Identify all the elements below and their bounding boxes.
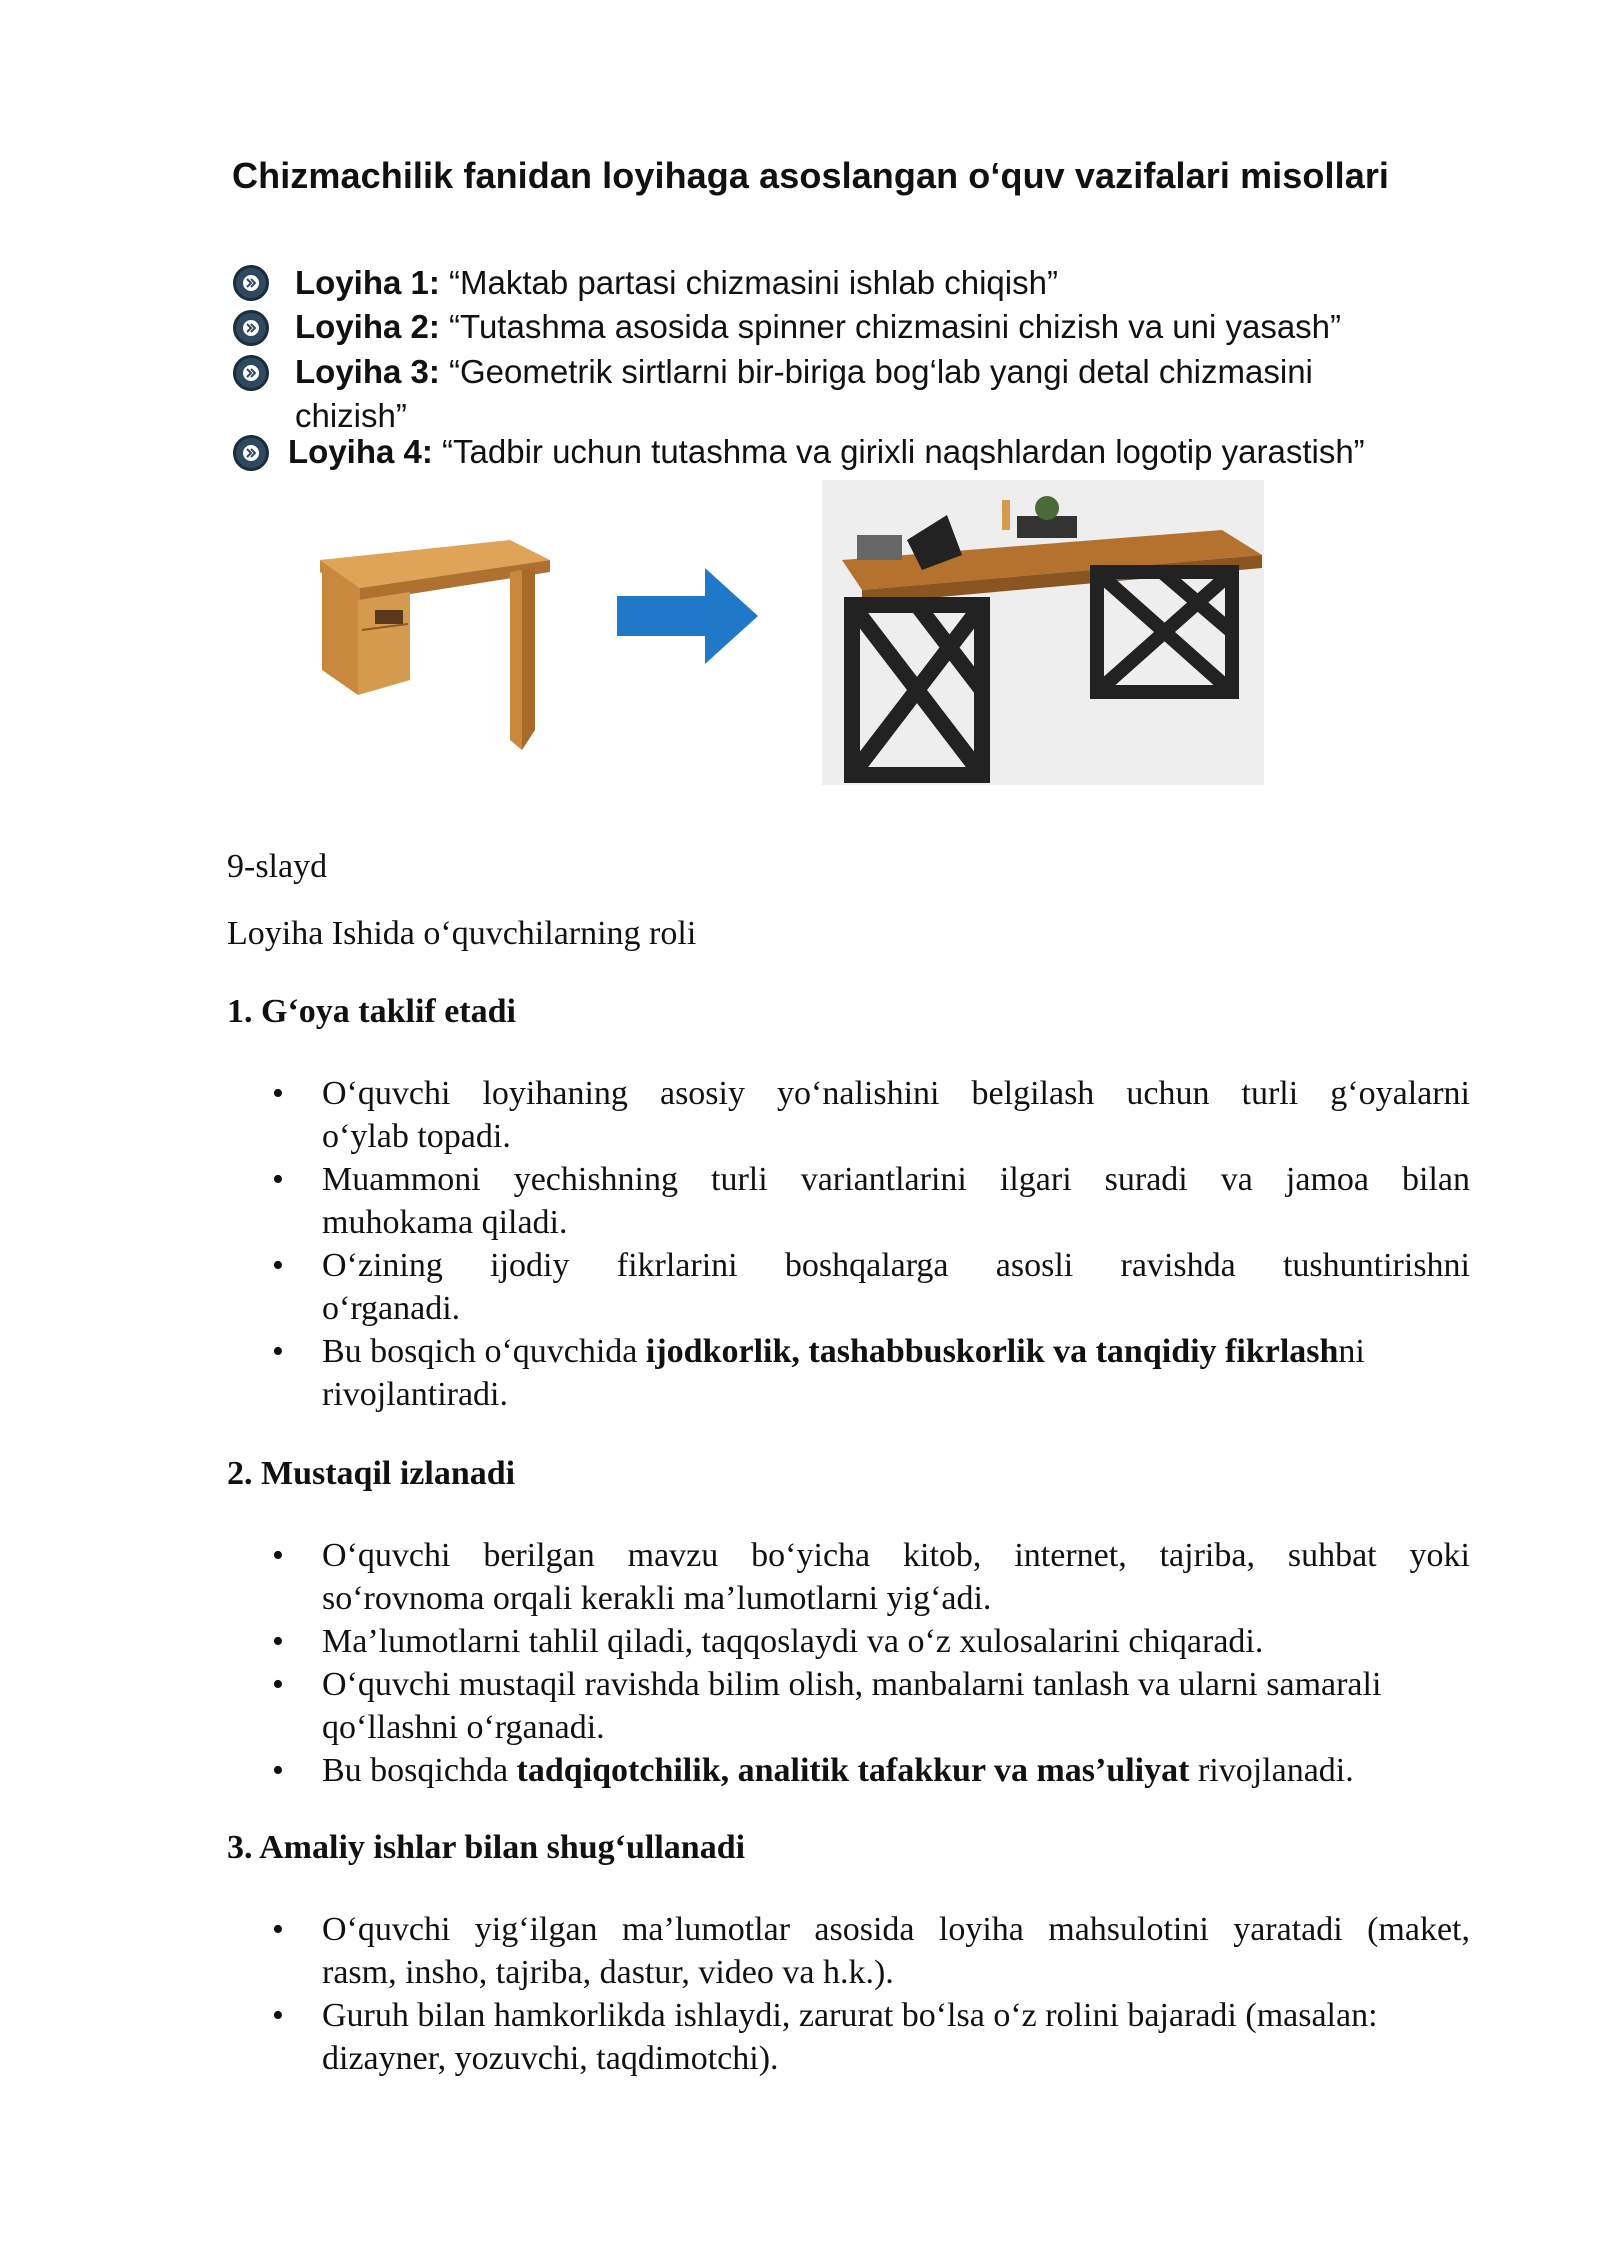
project-item-3: Loyiha 3: “Geometrik sirtlarni bir-biriga bog‘lab yangi detal chizmasini xyxy=(295,353,1313,390)
project-item-1: Loyiha 1: “Maktab partasi chizmasini ishlab chiqish” xyxy=(295,264,1058,301)
project-item-4: Loyiha 4: “Tadbir uchun tutashma va girixli naqshlardan logotip yarastish” xyxy=(288,433,1365,470)
list-item: O‘quvchi mustaqil ravishda bilim olish, manbalarni tanlash va ularni samarali qo‘llashni o‘rganadi. xyxy=(322,1666,1382,1746)
list-item: Bu bosqichda tadqiqotchilik, analitik tafakkur va mas’uliyat rivojlanadi. xyxy=(322,1752,1354,1789)
bullet-marker: • xyxy=(272,1911,284,1948)
bullet-marker: • xyxy=(272,1997,284,2034)
list-item: Muammoni yechishning turli variantlarini ilgari suradi va jamoa bilan muhokama qiladi. xyxy=(322,1161,1470,1241)
slide-number: 9-slayd xyxy=(227,848,328,885)
list-item: O‘zining ijodiy fikrlarini boshqalarga asosli ravishda tushuntirishni o‘rganadi. xyxy=(322,1247,1470,1327)
section-heading-3: 3. Amaliy ishlar bilan shug‘ullanadi xyxy=(227,1829,746,1866)
bullet-marker: • xyxy=(272,1752,284,1789)
bullet-marker: • xyxy=(272,1333,284,1370)
list-item: O‘quvchi berilgan mavzu bo‘yicha kitob, internet, tajriba, suhbat yoki so‘rovnoma orqali kerakli ma’lumotlarni yig‘adi. xyxy=(322,1537,1470,1617)
section-heading-1: 1. G‘oya taklif etadi xyxy=(227,993,516,1030)
list-item: O‘quvchi loyihaning asosiy yo‘nalishini belgilash uchun turli g‘oyalarni o‘ylab topadi. xyxy=(322,1075,1470,1155)
play-circle-icon xyxy=(233,355,269,391)
bullet-marker: • xyxy=(272,1075,284,1112)
modern-desk-image xyxy=(822,480,1264,785)
document-title: Chizmachilik fanidan loyihaga asoslangan o‘quv vazifalari misollari xyxy=(232,155,1390,196)
play-circle-icon xyxy=(233,310,269,346)
play-circle-icon xyxy=(233,265,269,301)
section-subtitle: Loyiha Ishida o‘quvchilarning roli xyxy=(227,915,697,952)
arrow-right-icon xyxy=(615,566,760,666)
project-item-2: Loyiha 2: “Tutashma asosida spinner chizmasini chizish va uni yasash” xyxy=(295,308,1342,345)
project-item-3-continued: chizish” xyxy=(295,397,407,434)
bullet-marker: • xyxy=(272,1666,284,1703)
section-heading-2: 2. Mustaqil izlanadi xyxy=(227,1455,516,1492)
bullet-marker: • xyxy=(272,1247,284,1284)
bullet-marker: • xyxy=(272,1161,284,1198)
list-item: Bu bosqich o‘quvchida ijodkorlik, tashabbuskorlik va tanqidiy fikrlashni rivojlantiradi. xyxy=(322,1333,1365,1413)
list-item: Guruh bilan hamkorlikda ishlaydi, zarurat bo‘lsa o‘z rolini bajaradi (masalan: dizayner, yozuvchi, taqdimotchi). xyxy=(322,1997,1378,2077)
school-desk-image xyxy=(310,530,560,760)
play-circle-icon xyxy=(233,435,269,471)
list-item: O‘quvchi yig‘ilgan ma’lumotlar asosida loyiha mahsulotini yaratadi (maket, rasm, insho, tajriba, dastur, video va h.k.). xyxy=(322,1911,1470,1991)
list-item: Ma’lumotlarni tahlil qiladi, taqqoslaydi va o‘z xulosalarini chiqaradi. xyxy=(322,1623,1264,1660)
bullet-marker: • xyxy=(272,1623,284,1660)
bullet-marker: • xyxy=(272,1537,284,1574)
